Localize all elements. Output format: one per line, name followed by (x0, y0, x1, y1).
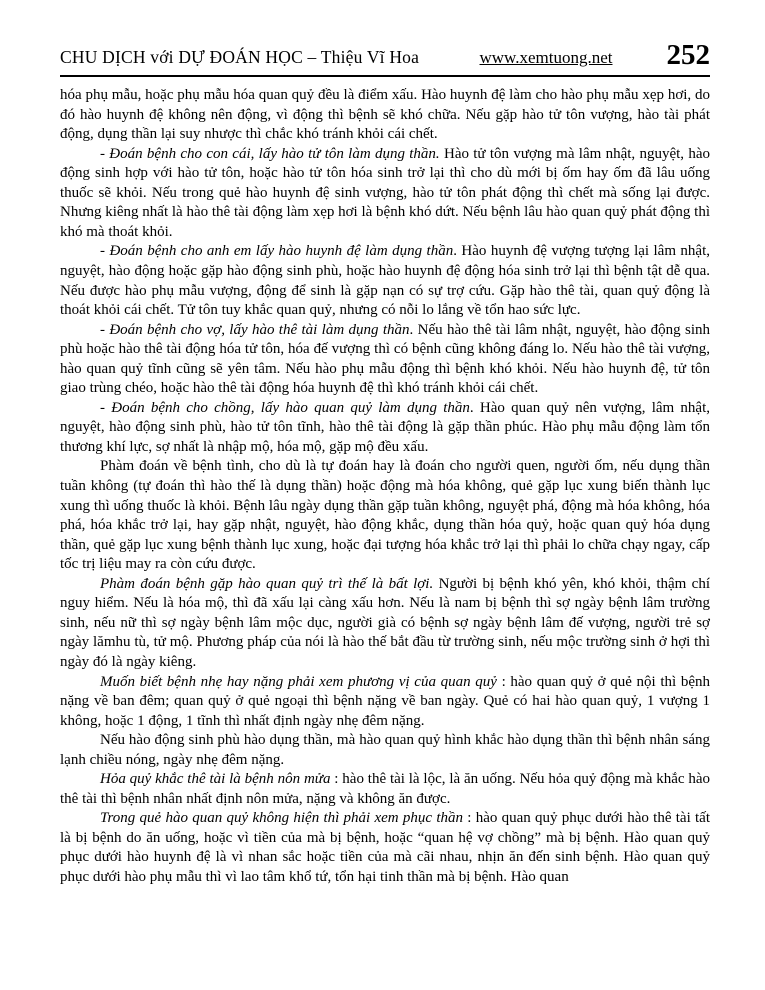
paragraph (60, 399, 710, 458)
paragraph-text: . Hào huynh đệ vượng tượng lại lâm nhật, nguyệt, hào động hoặc gặp hào động sinh phù, hoặc hào huynh đệ động hóa sinh trở lại thì bệnh tật dễ qua. Nếu được hào phụ mẫu vượng, động để sinh là gặp nạn có sự trợ cứu. Gặp hào thê tài, quan quỷ động là thoát khỏi cái chết. Tử tôn tuy khắc quan quỷ, nhưng có nỗi lo lắng về tổn hao sức lực. (60, 243, 711, 319)
paragraph-text: - (100, 321, 110, 338)
site-link[interactable]: www.xemtuong.net (479, 48, 613, 68)
paragraph-text: hóa phụ mẫu, hoặc phụ mẫu hóa quan quỷ đều là điểm xấu. Hào huynh đệ làm cho hào phụ mẫu xẹp hơi, do đó hào huynh đệ không nên động, vì động thì bệnh sẽ khó chữa. Nếu gặp hào tử tôn vượng, hào tài phát động, dụng thần lại suy nhược thì chắc khó tránh khỏi cái chết. (60, 87, 710, 143)
paragraph-text: : hào thê tài là lộc, là ăn uống. Nếu hỏa quỷ động mà khắc hào thê tài thì bệnh nhân nhất định nôn mửa, nặng và không ăn được. (60, 771, 710, 807)
paragraph-text: : hào quan quỷ ở quẻ nội thì bệnh nặng về ban đêm; quan quỷ ở quẻ ngoại thì bệnh nặng về ban ngày. Quẻ có hai hào quan quỷ, 1 vượng 1 không, hoặc 1 động, 1 tĩnh thì nhất định ngày nhẹ đêm nặng. (60, 673, 711, 729)
paragraph (60, 809, 710, 887)
paragraph-lead-italic: Đoán bệnh cho anh em lấy hào huynh đệ làm dụng thần (109, 243, 454, 260)
paragraph (60, 731, 710, 770)
paragraph-text: Nếu hào động sinh phù hào dụng thần, mà hào quan quỷ hình khắc hào dụng thần thì bệnh nhân sáng lạnh chiều nóng, ngày nhẹ đêm nặng. (60, 732, 710, 768)
paragraph-text: : hào quan quỷ phục dưới hào thê tài tất là bị bệnh do ăn uống, hoặc vì tiền của mà bị bệnh, hoặc “quan hệ vợ chồng” mà bị bệnh. Hào quan quỷ phục dưới hào huynh đệ là vì nhan sắc hoặc tiền của mà cãi nhau, nhịn ăn đến sinh bệnh. Hào quan quỷ phục dưới hào phụ mẫu thì vì lao tâm khổ tứ, tổn hại tinh thần mà bị bệnh. Hào quan (60, 810, 710, 885)
header-rule (60, 75, 710, 77)
paragraph (60, 575, 710, 673)
paragraph-text: . Nếu hào thê tài lâm nhật, nguyệt, hào động sinh phù hoặc hào thê tài động hóa tử tôn, hóa đế vượng thì có bệnh cũng không đáng lo. Nếu hào thê tài vượng, hào quan quỷ tĩnh cũng sẽ yên tâm. Nếu hào phụ mẫu động thì bệnh khó khỏi. Nếu hào huynh đệ, tử tôn giao trùng chéo, hoặc hào thê tài động hóa huynh đệ thì khó tránh khỏi cái chết. (60, 321, 710, 397)
body-text (60, 86, 710, 887)
paragraph (60, 321, 710, 399)
paragraph-lead-italic: Trong quẻ hào quan quỷ không hiện thì phải xem phục thần (100, 810, 463, 827)
paragraph (60, 145, 710, 243)
paragraph-text: - (100, 243, 110, 260)
paragraph (60, 86, 710, 145)
paragraph-text: Người bị bệnh khó yên, khó khỏi, thậm chí nguy hiểm. Nếu là hóa mộ, thì đã xấu lại càng xấu hơn. Nếu là nam bị bệnh thì sợ ngày bệnh lâm trường sinh, nếu nữ thì sợ ngày bệnh lâm mộc dục, người già có bệnh sợ ngày bệnh lâm đế vượng, người trẻ sợ ngày lămhu tù, tử mộ. Phương pháp của nói là hào thế bắt đầu từ trường sinh, nếu mộc trường sinh ở hợi thì ngày đó là ngày kiêng. (60, 575, 711, 670)
paragraph-text: - (100, 399, 112, 416)
page-header (60, 39, 710, 71)
paragraph-lead-italic: Muốn biết bệnh nhẹ hay nặng phải xem phương vị của quan quỷ (100, 673, 497, 690)
paragraph (60, 457, 710, 574)
paragraph-text: Phàm đoán về bệnh tình, cho dù là tự đoán hay là đoán cho người quen, người ốm, nếu dụng thần tuần không (tự đoán thì hào thế là dụng thần) hoặc động mà hóa không, quẻ gặp lục xung biến thành lục xung thì uống thuốc là khỏi. Bệnh lâu ngày dụng thần gặp tuần không, nguyệt phá, động mà hóa không, hóa phá, hóa khắc trở lại, hay gặp nhật, nguyệt, hào động khắc, dụng thần hóa quỷ, hoặc quan quỷ hóa dụng thần, quẻ gặp lục xung bệnh thành lục xung, hoặc đại tượng hóa khắc trở lại thì phải lo chữa chạy ngay, cấp tốc trị liệu may ra còn cứu được. (60, 458, 710, 573)
paragraph-lead-italic: Phàm đoán bệnh gặp hào quan quỷ trì thế là bất lợi. (100, 575, 434, 592)
paragraph-lead-italic: Đoán bệnh cho con cái, lấy hào tử tôn làm dụng thần. (109, 145, 440, 162)
paragraph-lead-italic: Hỏa quỷ khắc thê tài là bệnh nôn mửa (100, 771, 331, 788)
paragraph (60, 673, 710, 732)
page-number: 252 (666, 39, 710, 71)
paragraph-lead-italic: Đoán bệnh cho vợ, lấy hào thê tài làm dụng thần (109, 321, 410, 338)
paragraph-text: - (100, 145, 110, 162)
book-title: CHU DỊCH với DỰ ĐOÁN HỌC – Thiệu Vĩ Hoa (60, 47, 420, 68)
paragraph-text: Hào tử tôn vượng mà lâm nhật, nguyệt, hào động sinh hợp với hào tử tôn, hoặc hào tử tôn hóa sinh trở lại thì cho dù mới bị ốm hay ốm đã lâu uống thuốc sẽ khỏi. Nếu trong quẻ hào huynh đệ sinh vượng, hào tử tôn phát động thì chết mà sống lại được. Nhưng kiêng nhất là hào thê tài động làm xẹp hơi là bệnh khó dứt. Nếu bệnh lâu hào quan quỷ phát động thì khó mà thoát khỏi. (60, 145, 710, 240)
paragraph-text: . Hào quan quỷ nên vượng, lâm nhật, nguyệt, hào động sinh phù, hào tử tôn tĩnh, hào thê tài động là gặp thần phúc. Hào phụ mẫu động làm tổn thương khí lực, sợ nhất là nhập mộ, hóa mộ, gặp mộ đều xấu. (60, 399, 710, 455)
paragraph (60, 242, 710, 320)
paragraph (60, 770, 710, 809)
paragraph-lead-italic: Đoán bệnh cho chồng, lấy hào quan quỷ làm dụng thần (111, 399, 470, 416)
